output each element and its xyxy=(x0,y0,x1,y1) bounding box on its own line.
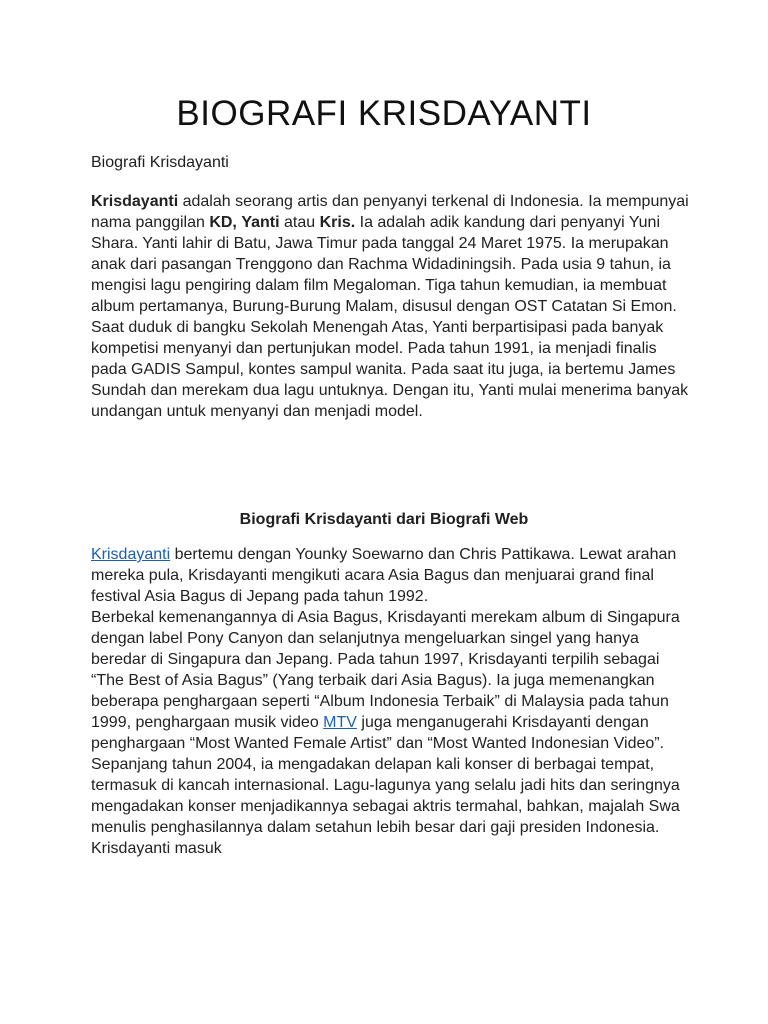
paragraph-intro xyxy=(91,191,691,422)
paragraph-career-text-a: bertemu dengan Younky Soewarno dan Chris Pattikawa. Lewat arahan mereka pula, Krisdayanti mengikuti acara Asia Bagus dan menjuarai grand final festival Asia Bagus di Jepang pada tahun 1992. xyxy=(91,546,677,605)
nickname-yanti: Yanti xyxy=(241,214,280,231)
paragraph-career-text-b: Berbekal kemenangannya di Asia Bagus, Krisdayanti merekam album di Singapura dengan label Pony Canyon dan selanjutnya mengeluarkan singel yang hanya beredar di Singapura dan Jepang. Pada tahun 1997, Krisdayanti terpilih sebagai “The Best of Asia Bagus” (Yang terbaik dari Asia Bagus). Ia juga memenangkan beberapa penghargaan seperti “Album Indonesia Terbaik” di Malaysia pada tahun 1999, penghargaan musik video xyxy=(91,609,680,731)
paragraph-intro-text-b: atau xyxy=(279,214,320,231)
paragraph-career xyxy=(91,544,691,859)
paragraph-career-text-c: juga menganugerahi Krisdayanti dengan penghargaan “Most Wanted Female Artist” dan “Most Wanted Indonesian Video”. Sepanjang tahun 2004, ia mengadakan delapan kali konser di berbagai tempat, termasuk di kancah internasional. Lagu-lagunya yang selalu jadi hits dan seringnya mengadakan konser menjadikannya sebagai aktris termahal, bahkan, majalah Swa menulis penghasilannya dalam setahun lebih besar dari gaji presiden Indonesia. Krisdayanti masuk xyxy=(91,714,680,857)
name-krisdayanti-bold: Krisdayanti xyxy=(91,193,179,210)
krisdayanti-link[interactable]: Krisdayanti xyxy=(91,546,171,563)
document-subtitle: Biografi Krisdayanti xyxy=(91,154,229,171)
section-heading: Biografi Krisdayanti dari Biografi Web xyxy=(239,511,529,528)
nickname-kd: KD, xyxy=(209,214,237,231)
paragraph-intro-text-c: Ia adalah adik kandung dari penyanyi Yuni Shara. Yanti lahir di Batu, Jawa Timur pada tanggal 24 Maret 1975. Ia merupakan anak dari pasangan Trenggono dan Rachma Widadiningsih. Pada usia 9 tahun, ia mengisi lagu pengiring dalam film Megaloman. Tiga tahun kemudian, ia membuat album pertamanya, Burung-Burung Malam, disusul dengan OST Catatan Si Emon. Saat duduk di bangku Sekolah Menengah Atas, Yanti berpartisipasi pada banyak kompetisi menyanyi dan pertunjukan model. Pada tahun 1991, ia menjadi finalis pada GADIS Sampul, kontes sampul wanita. Pada saat itu juga, ia bertemu James Sundah dan merekam dua lagu untuknya. Dengan itu, Yanti mulai menerima banyak undangan untuk menyanyi dan menjadi model. xyxy=(91,214,689,420)
paragraph-intro-text-a: adalah seorang artis dan penyanyi terkenal di Indonesia. Ia mempunyai nama panggilan xyxy=(91,193,689,231)
mtv-link[interactable]: MTV xyxy=(323,714,357,731)
nickname-kris: Kris. xyxy=(319,214,356,231)
page-title: BIOGRAFI KRISDAYANTI xyxy=(176,94,592,133)
